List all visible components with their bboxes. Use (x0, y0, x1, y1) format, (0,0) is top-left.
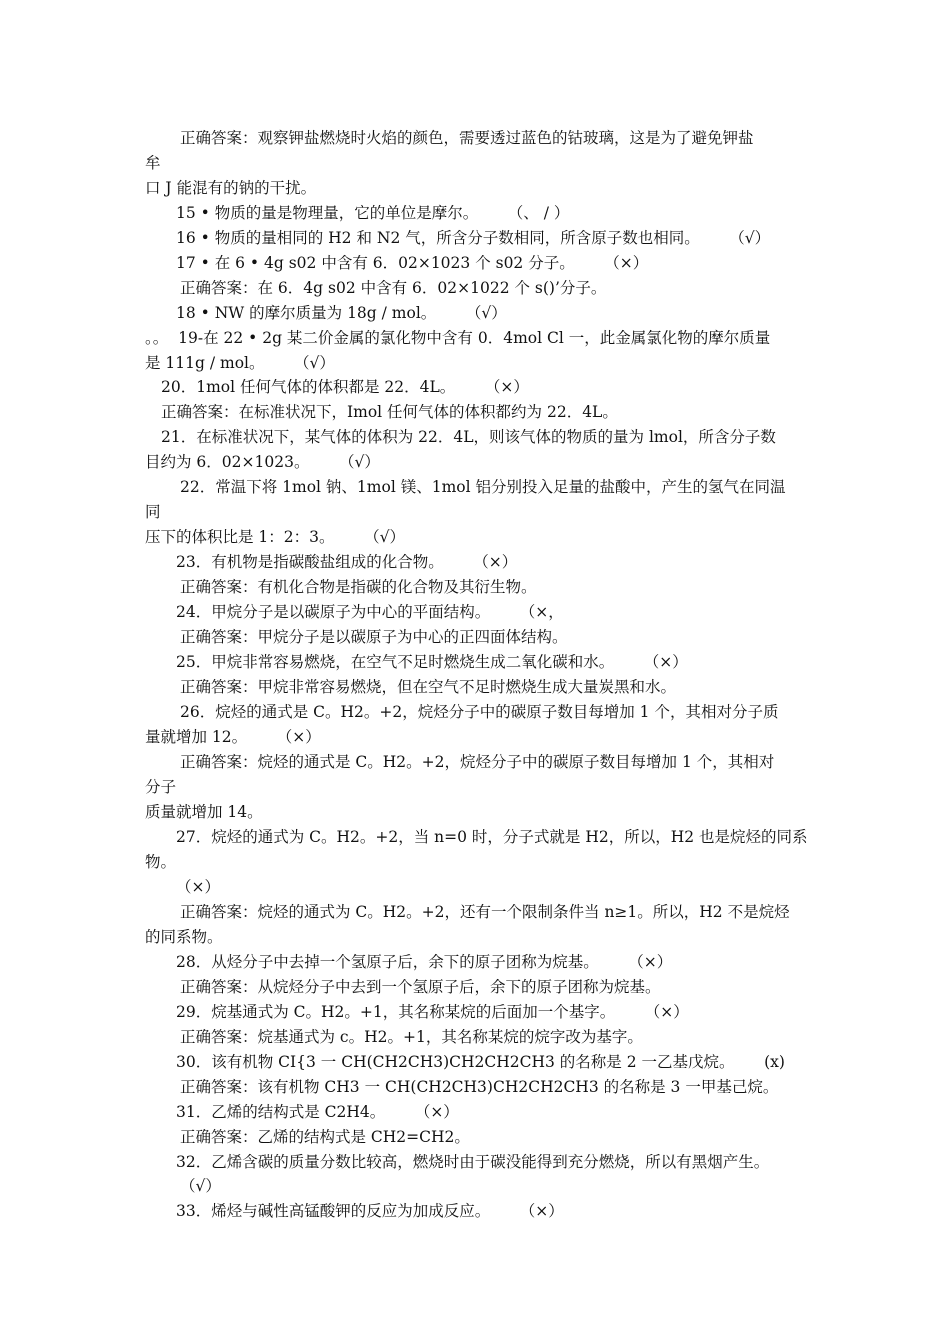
text-line: 27．烷烃的通式为 C。H2。+2，当 n=0 时，分子式就是 H2，所以，H2 也是烷烃的同系 (176, 828, 808, 846)
text-line: 正确答案：烷烃的通式是 C。H2。+2，烷烃分子中的碳原子数目每增加 1 个，其相对 (180, 753, 775, 771)
text-line: （×） (176, 878, 220, 896)
text-line: 26．烷烃的通式是 C。H2。+2，烷烃分子中的碳原子数目每增加 1 个，其相对分子质 (180, 703, 779, 721)
text-line: 32．乙烯含碳的质量分数比较高，燃烧时由于碳没能得到充分燃烧，所以有黑烟产生。 (176, 1153, 770, 1171)
text-line: 分子 (145, 778, 177, 796)
text-line: （√） (180, 1177, 221, 1195)
text-line: 压下的体积比是 1：2：3。 （√） (145, 528, 405, 546)
text-line: 31．乙烯的结构式是 C2H4。 （×） (176, 1103, 459, 1121)
text-line: 质量就增加 14。 (145, 803, 263, 821)
text-line: 口 J 能混有的钠的干扰。 (145, 179, 317, 197)
text-line: 正确答案：有机化合物是指碳的化合物及其衍生物。 (180, 578, 537, 596)
text-line: 正确答案：乙烯的结构式是 CH2=CH2。 (180, 1128, 470, 1146)
text-line: 23．有机物是指碳酸盐组成的化合物。 （×） (176, 553, 518, 571)
text-line: 28．从烃分子中去掉一个氢原子后，余下的原子团称为烷基。 （×） (176, 953, 673, 971)
text-line: 目约为 6．02×1023。 （√） (145, 453, 380, 471)
text-line: 18 • NW 的摩尔质量为 18g / mol。 （√） (176, 304, 507, 322)
text-line: 同 (145, 503, 161, 521)
text-line: 20．1mol 任何气体的体积都是 22．4L。 （×） (161, 378, 529, 396)
text-line: 30．该有机物 CI{3 一 CH(CH2CH3)CH2CH2CH3 的名称是 2 一乙基戊烷。 (x) (176, 1053, 785, 1071)
text-line: 25．甲烷非常容易燃烧，在空气不足时燃烧生成二氧化碳和水。 （×） (176, 653, 688, 671)
text-line: 33．烯烃与碱性高锰酸钾的反应为加成反应。 （×） (176, 1202, 564, 1220)
text-line: 。。 19-在 22 • 2g 某二价金属的氯化物中含有 0．4mol Cl 一，此金属氯化物的摩尔质量 (145, 329, 771, 347)
text-line: 16 • 物质的量相同的 H2 和 N2 气，所含分子数相同，所含原子数也相同。 （√） (176, 229, 771, 247)
text-line: 17 • 在 6 • 4g s02 中含有 6．02×1023 个 s02 分子。 （×） (176, 254, 649, 272)
text-line: 29．烷基通式为 C。H2。+1，其名称某烷的后面加一个基字。 （×） (176, 1003, 689, 1021)
text-line: 21．在标准状况下，某气体的体积为 22．4L，则该气体的物质的量为 lmol，所含分子数 (161, 428, 776, 446)
text-line: 正确答案：甲烷非常容易燃烧，但在空气不足时燃烧生成大量炭黑和水。 (180, 678, 677, 696)
text-line: 22．常温下将 1mol 钠、1mol 镁、1mol 铝分别投入足量的盐酸中，产生的氢气在同温 (180, 478, 786, 496)
text-line: 正确答案：烷基通式为 c。H2。+1，其名称某烷的烷字改为基字。 (180, 1028, 643, 1046)
text-line: 量就增加 12。 （×） (145, 728, 321, 746)
text-line: 15 • 物质的量是物理量，它的单位是摩尔。 （、 / ） (176, 204, 570, 222)
text-line: 正确答案：在 6．4g s02 中含有 6．02×1022 个 s()’分子。 (180, 279, 607, 297)
text-line: 正确答案：该有机物 CH3 一 CH(CH2CH3)CH2CH2CH3 的名称是 3 一甲基己烷。 (180, 1078, 779, 1096)
text-line: 正确答案：甲烷分子是以碳原子为中心的正四面体结构。 (180, 628, 568, 646)
text-line: 24．甲烷分子是以碳原子为中心的平面结构。 （×， (176, 603, 564, 621)
text-line: 正确答案：烷烃的通式为 C。H2。+2，还有一个限制条件当 n≥1。所以，H2 不是烷烃 (180, 903, 790, 921)
text-line: 是 111g / mol。 （√） (145, 354, 335, 372)
text-line: 正确答案：在标准状况下，Imol 任何气体的体积都约为 22．4L。 (161, 403, 618, 421)
text-line: 正确答案：从烷烃分子中去到一个氢原子后，余下的原子团称为烷基。 (180, 978, 661, 996)
text-line: 牟 (145, 154, 161, 172)
text-line: 的同系物。 (145, 928, 223, 946)
text-line: 物。 (145, 853, 177, 871)
text-line: 正确答案：观察钾盐燃烧时火焰的颜色，需要透过蓝色的钴玻璃，这是为了避免钾盐 (180, 129, 754, 147)
